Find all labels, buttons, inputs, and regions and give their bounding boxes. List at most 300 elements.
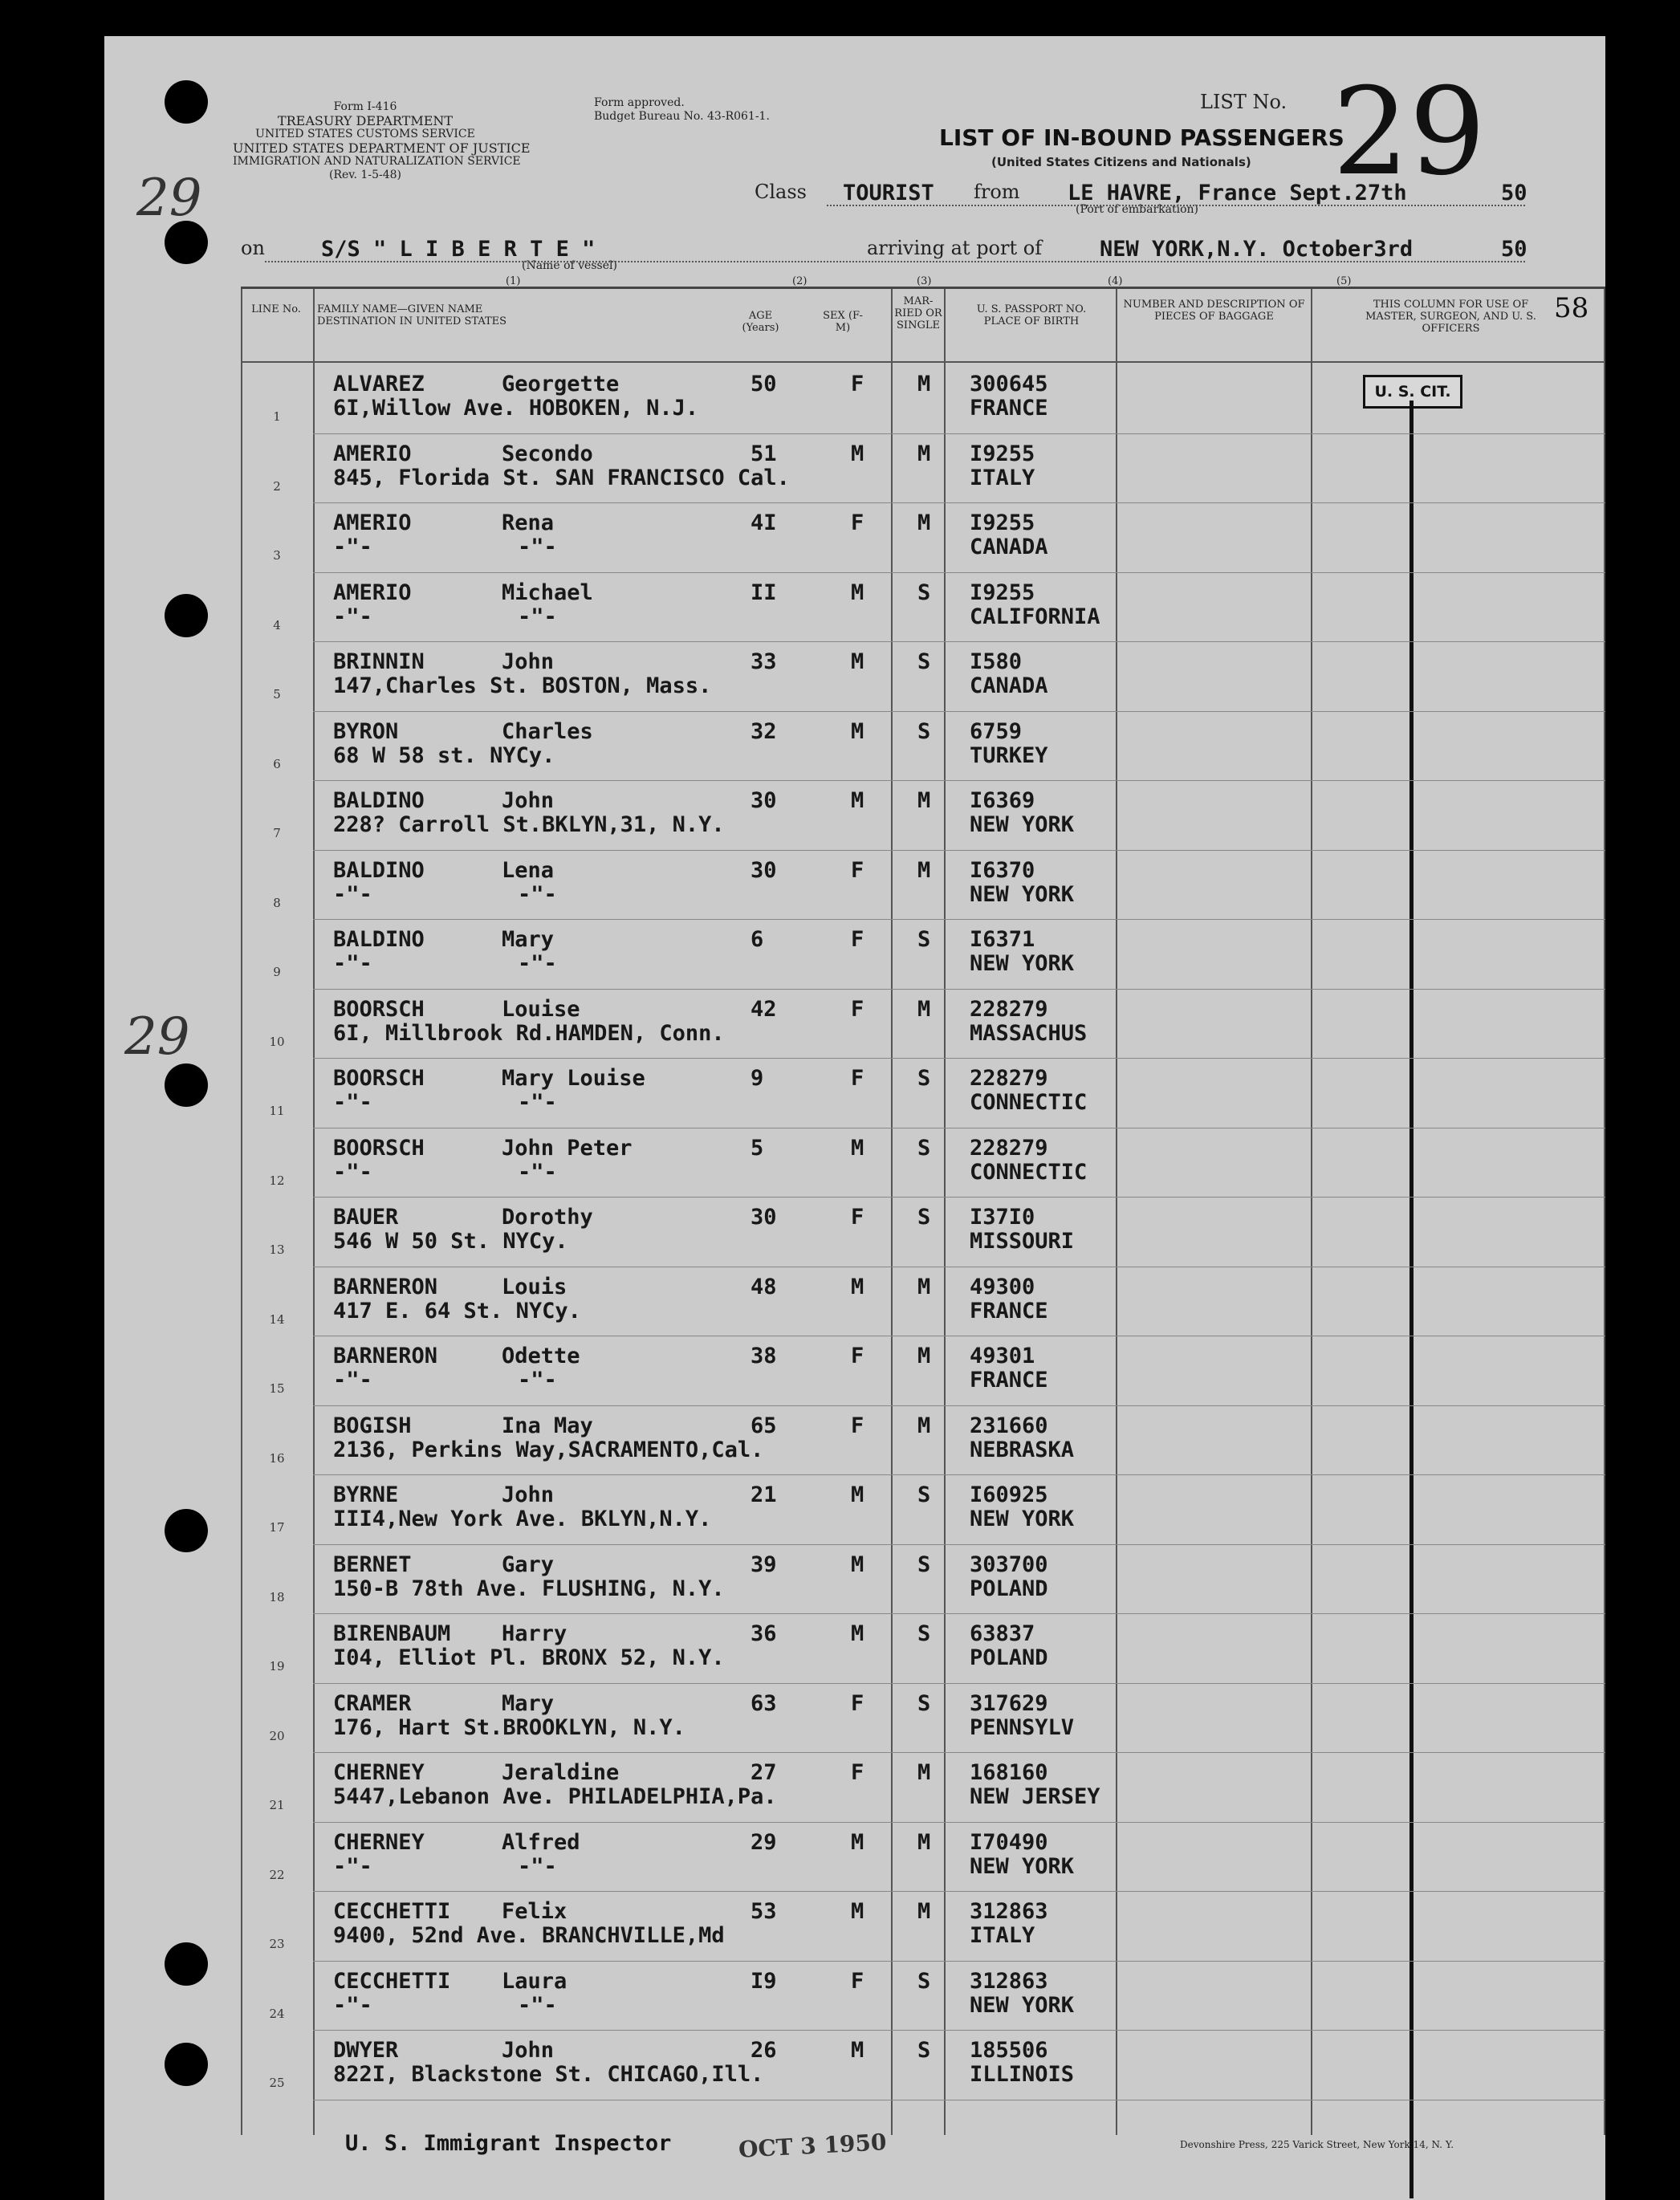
family-name: BRINNIN <box>333 649 425 674</box>
line-number: 15 <box>269 1381 285 1396</box>
place-of-birth: NEW YORK <box>970 1853 1075 1879</box>
binder-hole <box>165 1509 208 1552</box>
marital-status: M <box>917 441 931 466</box>
family-name: BOORSCH <box>333 996 425 1022</box>
sex: F <box>851 1344 864 1368</box>
table-row <box>241 1754 1605 1823</box>
list-no-label: LIST No. <box>1200 91 1287 113</box>
sex: M <box>851 1551 864 1577</box>
marital-status: M <box>917 1899 931 1924</box>
destination: 6I, Millbrook Rd.HAMDEN, Conn. <box>333 1020 725 1046</box>
family-name: BALDINO <box>333 857 425 883</box>
passport-number: I6371 <box>970 927 1035 952</box>
age: 48 <box>751 1274 777 1299</box>
passport-number: 49301 <box>970 1344 1035 1368</box>
line-number: 14 <box>269 1311 285 1327</box>
arriving-label: arriving at port of <box>867 237 1043 259</box>
destination: III4,New York Ave. BKLYN,N.Y. <box>333 1507 712 1531</box>
sex: M <box>851 579 864 605</box>
binder-hole <box>165 1942 208 1986</box>
col-officers: THIS COLUMN FOR USE OF MASTER, SURGEON, AND U. S. OFFICERS <box>1365 299 1536 335</box>
place-of-birth: CANADA <box>970 535 1048 559</box>
passport-number: 231660 <box>970 1413 1048 1438</box>
line-number: 8 <box>273 895 281 910</box>
header-rule <box>241 361 1605 363</box>
marital-status: S <box>917 1621 931 1646</box>
passport-number: 228279 <box>970 1066 1048 1091</box>
destination: 845, Florida St. SAN FRANCISCO Cal. <box>333 465 790 490</box>
given-name: Charles <box>502 718 593 744</box>
family-name: BALDINO <box>333 788 425 813</box>
place-of-birth: TURKEY <box>970 742 1048 768</box>
table-row <box>241 1129 1605 1198</box>
line-number: 20 <box>269 1728 285 1743</box>
place-of-birth: MISSOURI <box>970 1229 1075 1254</box>
from-label: from <box>974 181 1020 203</box>
given-name: Odette <box>502 1344 580 1368</box>
passport-number: 49300 <box>970 1274 1035 1299</box>
sex: M <box>851 718 864 744</box>
age: 29 <box>751 1829 777 1855</box>
passport-number: 228279 <box>970 996 1048 1022</box>
marital-status: S <box>917 2038 931 2063</box>
margin-number: 29 <box>136 169 202 228</box>
row-rule <box>313 1197 1605 1198</box>
line-number: 24 <box>269 2006 285 2021</box>
given-name: Louis <box>502 1274 567 1299</box>
inspection-date-stamp: OCT 3 1950 <box>738 2129 888 2163</box>
row-rule <box>313 433 1605 434</box>
passport-number: I9255 <box>970 579 1035 605</box>
justice-department: UNITED STATES DEPARTMENT OF JUSTICE <box>233 140 531 156</box>
place-of-birth: NEBRASKA <box>970 1437 1075 1462</box>
table-row <box>241 574 1605 643</box>
col-sex: SEX (F-M) <box>823 310 863 334</box>
passport-number: 63837 <box>970 1621 1035 1646</box>
given-name: Felix <box>502 1899 567 1924</box>
port-of-embarkation: LE HAVRE, France Sept.27th <box>1068 181 1407 205</box>
family-name: BIRENBAUM <box>333 1621 451 1646</box>
age: I9 <box>751 1968 777 1994</box>
vessel-underline <box>265 261 1525 262</box>
age: 5 <box>751 1135 764 1161</box>
place-of-birth: POLAND <box>970 1576 1048 1601</box>
given-name: John <box>502 2038 555 2063</box>
destination: 6I,Willow Ave. HOBOKEN, N.J. <box>333 396 699 421</box>
family-name: BALDINO <box>333 927 425 952</box>
passport-number: I60925 <box>970 1482 1048 1507</box>
row-rule <box>313 711 1605 712</box>
ins-service: IMMIGRATION AND NATURALIZATION SERVICE <box>233 155 521 168</box>
age: 65 <box>751 1413 777 1438</box>
sex: F <box>851 372 864 396</box>
age: 21 <box>751 1482 777 1507</box>
marital-status: S <box>917 1690 931 1716</box>
given-name: John Peter <box>502 1135 633 1161</box>
class-underline <box>827 205 1525 206</box>
marital-status: M <box>917 996 931 1022</box>
marital-status: S <box>917 649 931 674</box>
given-ditto: -"- <box>518 1853 557 1879</box>
sex: F <box>851 996 864 1022</box>
line-number: 23 <box>269 1937 285 1951</box>
passport-number: 300645 <box>970 372 1048 396</box>
destination: 176, Hart St.BROOKLYN, N.Y. <box>333 1714 685 1740</box>
marital-status: S <box>917 1551 931 1577</box>
given-name: Harry <box>502 1621 567 1646</box>
marital-status: S <box>917 1066 931 1091</box>
family-name: CECCHETTI <box>333 1968 451 1994</box>
form-approved: Form approved. <box>594 96 685 109</box>
place-of-birth: ITALY <box>970 465 1035 490</box>
table-row <box>241 1268 1605 1337</box>
sex: M <box>851 788 864 813</box>
family-name: BOGISH <box>333 1413 412 1438</box>
given-name: Jeraldine <box>502 1760 620 1785</box>
age: 39 <box>751 1551 777 1577</box>
age: 26 <box>751 2038 777 2063</box>
marital-status: S <box>917 718 931 744</box>
destination: 5447,Lebanon Ave. PHILADELPHIA,Pa. <box>333 1784 777 1809</box>
place-of-birth: NEW JERSEY <box>970 1784 1100 1809</box>
row-rule <box>313 989 1605 990</box>
row-rule <box>313 641 1605 642</box>
vessel-name: S/S " L I B E R T E " <box>321 237 596 262</box>
manifest-page <box>104 36 1605 2200</box>
given-name: Laura <box>502 1968 567 1994</box>
age: 63 <box>751 1690 777 1716</box>
destination: 822I, Blackstone St. CHICAGO,Ill. <box>333 2062 764 2087</box>
budget-bureau: Budget Bureau No. 43-R061-1. <box>594 110 770 123</box>
place-of-birth: PENNSYLV <box>970 1714 1075 1740</box>
age: II <box>751 579 777 605</box>
line-number: 3 <box>273 548 281 563</box>
row-rule <box>313 1752 1605 1753</box>
line-number: 11 <box>269 1104 285 1118</box>
age: 50 <box>751 372 777 396</box>
destination: I04, Elliot Pl. BRONX 52, N.Y. <box>333 1645 725 1670</box>
passport-number: 303700 <box>970 1551 1048 1577</box>
age: 51 <box>751 441 777 466</box>
sex: M <box>851 1621 864 1646</box>
table-row <box>241 1824 1605 1893</box>
col-baggage: NUMBER AND DESCRIPTION OF PIECES OF BAGGAGE <box>1123 299 1305 323</box>
line-number: 9 <box>273 965 281 979</box>
table-row <box>241 1546 1605 1615</box>
year-arrived: 50 <box>1501 237 1527 262</box>
given-name: Alfred <box>502 1829 580 1855</box>
given-ditto: -"- <box>518 951 557 976</box>
margin-number: 29 <box>124 1007 190 1067</box>
passport-number: 6759 <box>970 718 1023 744</box>
marital-status: M <box>917 788 931 813</box>
place-of-birth: NEW YORK <box>970 881 1075 907</box>
row-rule <box>313 1405 1605 1406</box>
line-number: 13 <box>269 1242 285 1257</box>
on-label: on <box>241 237 265 259</box>
passenger-table <box>241 287 1605 2135</box>
given-name: Dorothy <box>502 1205 593 1230</box>
age: 53 <box>751 1899 777 1924</box>
table-row <box>241 852 1605 921</box>
place-of-birth: CALIFORNIA <box>970 604 1100 629</box>
class-value: TOURIST <box>843 181 934 205</box>
row-rule <box>313 1613 1605 1614</box>
sex: F <box>851 1760 864 1785</box>
destination: -"- <box>333 1159 372 1185</box>
line-number: 16 <box>269 1450 285 1466</box>
line-number: 6 <box>273 756 281 771</box>
passport-number: I37I0 <box>970 1205 1035 1230</box>
table-row <box>241 782 1605 851</box>
place-of-birth: NEW YORK <box>970 1992 1075 2018</box>
table-row <box>241 713 1605 782</box>
age: 32 <box>751 718 777 744</box>
family-name: BYRNE <box>333 1482 399 1507</box>
table-row <box>241 990 1605 1059</box>
age: 42 <box>751 996 777 1022</box>
table-row <box>241 1685 1605 1754</box>
inspector-signature-line: U. S. Immigrant Inspector <box>345 2131 672 2156</box>
marital-status: S <box>917 579 931 605</box>
family-name: AMERIO <box>333 441 412 466</box>
row-rule <box>313 1683 1605 1684</box>
sex: M <box>851 1899 864 1924</box>
marital-status: M <box>917 1760 931 1785</box>
page-count: 58 <box>1554 292 1589 324</box>
sex: M <box>851 2038 864 2063</box>
place-of-birth: ITALY <box>970 1923 1035 1948</box>
passport-number: I70490 <box>970 1829 1048 1855</box>
passport-number: I580 <box>970 649 1023 674</box>
age: 36 <box>751 1621 777 1646</box>
given-name: John <box>502 1482 555 1507</box>
place-of-birth: FRANCE <box>970 396 1048 421</box>
destination: -"- <box>333 604 372 629</box>
age: 30 <box>751 788 777 813</box>
destination: -"- <box>333 535 372 559</box>
us-citizen-stamp: U. S. CIT. <box>1363 375 1462 409</box>
passport-number: 168160 <box>970 1760 1048 1785</box>
age: 6 <box>751 927 764 952</box>
family-name: BYRON <box>333 718 399 744</box>
sex: F <box>851 510 864 535</box>
family-name: CRAMER <box>333 1690 412 1716</box>
destination: 228? Carroll St.BKLYN,31, N.Y. <box>333 812 725 837</box>
vessel-caption: (Name of vessel) <box>522 259 617 272</box>
table-row <box>241 2031 1605 2100</box>
binder-hole <box>165 80 208 124</box>
line-number: 5 <box>273 687 281 701</box>
row-rule <box>313 919 1605 920</box>
sex: M <box>851 441 864 466</box>
destination: -"- <box>333 1992 372 2018</box>
row-rule <box>313 1474 1605 1475</box>
age: 33 <box>751 649 777 674</box>
given-ditto: -"- <box>518 881 557 907</box>
table-row <box>241 921 1605 990</box>
family-name: DWYER <box>333 2038 399 2063</box>
age: 27 <box>751 1760 777 1785</box>
family-name: ALVAREZ <box>333 372 425 396</box>
passport-number: 317629 <box>970 1690 1048 1716</box>
passenger-rows <box>241 365 1605 2135</box>
destination: -"- <box>333 1853 372 1879</box>
family-name: AMERIO <box>333 510 412 535</box>
given-name: Michael <box>502 579 593 605</box>
place-of-birth: NEW YORK <box>970 812 1075 837</box>
revision-date: (Rev. 1-5-48) <box>329 169 401 181</box>
table-row <box>241 504 1605 573</box>
sex: F <box>851 1968 864 1994</box>
place-of-birth: CONNECTIC <box>970 1159 1088 1185</box>
table-row <box>241 1059 1605 1128</box>
marital-status: S <box>917 1135 931 1161</box>
given-ditto: -"- <box>518 1090 557 1115</box>
age: 38 <box>751 1344 777 1368</box>
place-of-birth: NEW YORK <box>970 951 1075 976</box>
sex: M <box>851 1135 864 1161</box>
passport-number: I6370 <box>970 857 1035 883</box>
line-number: 1 <box>273 409 281 424</box>
row-rule <box>313 502 1605 503</box>
given-ditto: -"- <box>518 1368 557 1393</box>
col-name: FAMILY NAME—GIVEN NAME DESTINATION IN UNITED STATES <box>317 303 507 327</box>
given-name: Rena <box>502 510 555 535</box>
marital-status: M <box>917 510 931 535</box>
year-embarked: 50 <box>1501 181 1527 205</box>
line-number: 12 <box>269 1173 285 1188</box>
given-name: Secondo <box>502 441 593 466</box>
marital-status: S <box>917 927 931 952</box>
sex: F <box>851 1690 864 1716</box>
class-label: Class <box>755 181 807 203</box>
col-number-3: (3) <box>917 275 932 287</box>
table-row <box>241 1198 1605 1267</box>
table-row <box>241 1615 1605 1684</box>
given-ditto: -"- <box>518 604 557 629</box>
marital-status: S <box>917 1205 931 1230</box>
table-row <box>241 1476 1605 1545</box>
sex: M <box>851 649 864 674</box>
given-ditto: -"- <box>518 535 557 559</box>
marital-status: M <box>917 1344 931 1368</box>
printer-credit: Devonshire Press, 225 Varick Street, New York 14, N. Y. <box>1180 2139 1454 2150</box>
document-title: LIST OF IN-BOUND PASSENGERS <box>939 124 1344 151</box>
given-name: Lena <box>502 857 555 883</box>
row-rule <box>313 2030 1605 2031</box>
table-row <box>241 1962 1605 2031</box>
line-number: 17 <box>269 1520 285 1535</box>
marital-status: M <box>917 1274 931 1299</box>
sex: F <box>851 927 864 952</box>
customs-service: UNITED STATES CUSTOMS SERVICE <box>255 128 475 140</box>
place-of-birth: CANADA <box>970 673 1048 698</box>
col-number-5: (5) <box>1336 275 1352 287</box>
passport-number: 185506 <box>970 2038 1048 2063</box>
line-number: 4 <box>273 617 281 632</box>
col-line-no: LINE No. <box>251 303 301 315</box>
sex: F <box>851 857 864 883</box>
family-name: BAUER <box>333 1205 399 1230</box>
col-age: AGE (Years) <box>742 310 779 334</box>
col-passport: U. S. PASSPORT NO. PLACE OF BIRTH <box>976 303 1087 327</box>
place-of-birth: POLAND <box>970 1645 1048 1670</box>
passport-number: 312863 <box>970 1968 1048 1994</box>
table-row <box>241 435 1605 504</box>
destination: 68 W 58 st. NYCy. <box>333 742 555 768</box>
line-number: 22 <box>269 1867 285 1882</box>
destination: 2136, Perkins Way,SACRAMENTO,Cal. <box>333 1437 764 1462</box>
port-caption: (Port of embarkation) <box>1076 203 1198 216</box>
given-name: John <box>502 788 555 813</box>
line-number: 2 <box>273 478 281 494</box>
line-number: 10 <box>269 1034 285 1049</box>
line-number: 7 <box>273 826 281 840</box>
age: 4I <box>751 510 777 535</box>
given-name: Gary <box>502 1551 555 1577</box>
family-name: BOORSCH <box>333 1066 425 1091</box>
given-name: Mary Louise <box>502 1066 645 1091</box>
passport-number: I9255 <box>970 441 1035 466</box>
binder-hole <box>165 2043 208 2086</box>
row-rule <box>313 572 1605 573</box>
sex: M <box>851 1274 864 1299</box>
marital-status: S <box>917 1482 931 1507</box>
list-number: 29 <box>1332 63 1486 202</box>
marital-status: M <box>917 1829 931 1855</box>
place-of-birth: ILLINOIS <box>970 2062 1075 2087</box>
line-number: 21 <box>269 1798 285 1812</box>
row-rule <box>313 1058 1605 1059</box>
age: 9 <box>751 1066 764 1091</box>
given-ditto: -"- <box>518 1159 557 1185</box>
family-name: BERNET <box>333 1551 412 1577</box>
destination: 147,Charles St. BOSTON, Mass. <box>333 673 712 698</box>
col-married: MAR-RIED OR SINGLE <box>894 295 942 331</box>
line-number: 18 <box>269 1589 285 1604</box>
sex: M <box>851 1829 864 1855</box>
destination: 546 W 50 St. NYCy. <box>333 1229 568 1254</box>
destination: -"- <box>333 881 372 907</box>
place-of-birth: FRANCE <box>970 1368 1048 1393</box>
passport-number: I9255 <box>970 510 1035 535</box>
family-name: AMERIO <box>333 579 412 605</box>
table-row <box>241 1893 1605 1962</box>
marital-status: S <box>917 1968 931 1994</box>
age: 30 <box>751 1205 777 1230</box>
age: 30 <box>751 857 777 883</box>
document-subtitle: (United States Citizens and Nationals) <box>991 155 1251 169</box>
form-id-block <box>233 100 531 182</box>
treasury-department: TREASURY DEPARTMENT <box>277 113 454 128</box>
place-of-birth: FRANCE <box>970 1298 1048 1324</box>
sex: M <box>851 1482 864 1507</box>
line-number: 19 <box>269 1659 285 1673</box>
col-number-1: (1) <box>506 275 521 287</box>
table-row <box>241 1407 1605 1476</box>
passport-number: 312863 <box>970 1899 1048 1924</box>
marital-status: M <box>917 857 931 883</box>
table-row <box>241 1337 1605 1406</box>
family-name: BARNERON <box>333 1274 438 1299</box>
form-number: Form I-416 <box>333 100 397 113</box>
destination: -"- <box>333 1368 372 1393</box>
table-row <box>241 643 1605 712</box>
destination: 9400, 52nd Ave. BRANCHVILLE,Md <box>333 1923 725 1948</box>
destination: 150-B 78th Ave. FLUSHING, N.Y. <box>333 1576 725 1601</box>
family-name: CECCHETTI <box>333 1899 451 1924</box>
